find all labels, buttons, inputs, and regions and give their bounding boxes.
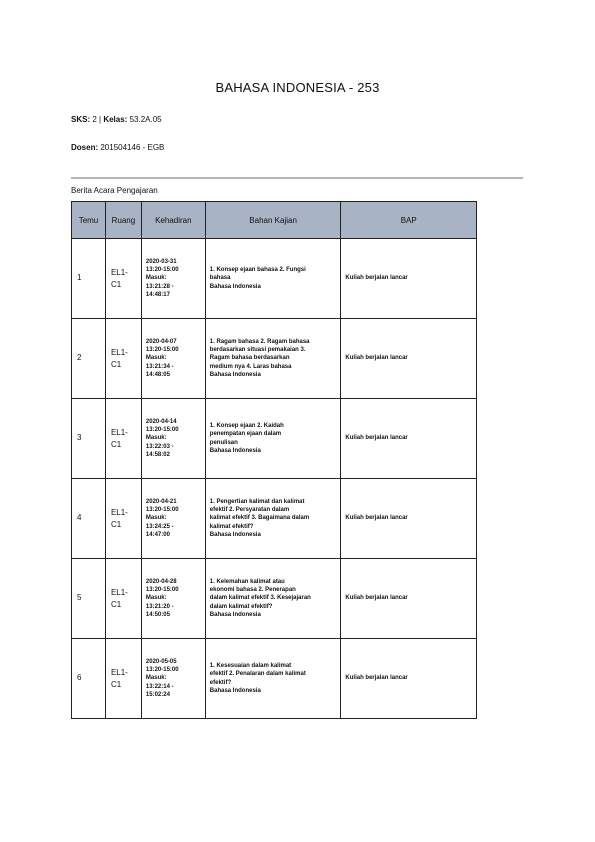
cell-bap: Kuliah berjalan lancar [341,399,477,479]
section-title: Berita Acara Pengajaran [71,186,158,195]
cell-kehadiran [141,639,205,719]
kelas-value: 53.2A.05 [127,115,162,124]
cell-temu: 1 [72,239,106,319]
cell-temu: 6 [72,639,106,719]
kehadiran-line: Masuk: [145,515,167,522]
cell-temu: 5 [72,559,106,639]
kehadiran-line: 13:20-15:00 [145,267,179,274]
bahan-kajian-line: efektif? [209,679,232,686]
table-row [72,639,477,719]
bahan-kajian-line: 1. Ragam bahasa 2. Ragam bahasa [209,339,310,346]
cell-ruang: EL1-C1 [105,479,141,559]
kehadiran-line: 14:47:00 [145,531,170,538]
cell-kehadiran [141,479,205,559]
dosen-value: 201504146 - EGB [98,143,165,152]
bahan-kajian-line: 1. Kelemahan kalimat atau [209,579,285,586]
kehadiran-line: 13:20-15:00 [145,507,179,514]
kehadiran-line: 13:22:03 - [145,443,174,450]
kehadiran-line: 2020-04-28 [145,579,177,586]
cell-bap: Kuliah berjalan lancar [341,239,477,319]
cell-ruang: EL1-C1 [105,399,141,479]
cell-bap: Kuliah berjalan lancar [341,319,477,399]
bahan-kajian-line: kalimat efektif 3. Bagaimana dalam [209,515,310,522]
kehadiran-line: 13:21:28 - [145,283,174,290]
bahan-kajian-line: efektif 2. Penalaran dalam kalimat [209,671,306,678]
kehadiran-line: Masuk: [145,275,167,282]
bahan-kajian-line: Bahasa Indonesia [209,371,261,378]
kehadiran-line: 13:21:20 - [145,603,174,610]
kehadiran-line: 14:50:05 [145,611,170,618]
kehadiran-line: 14:48:17 [145,291,170,298]
kehadiran-line: 13:24:25 - [145,523,174,530]
bahan-kajian-line: dalam kalimat efektif? [209,603,273,610]
bahan-kajian-line: Bahasa Indonesia [209,611,261,618]
kehadiran-line: 13:22:14 - [145,683,174,690]
kehadiran-line: 13:21:34 - [145,363,174,370]
bahan-kajian-line: ekonomi bahasa 2. Penerapan [209,587,296,594]
table-header-row [72,202,477,239]
divider [71,177,523,179]
bahan-kajian-line: penempatan ejaan dalam [209,431,282,438]
kehadiran-line: Masuk: [145,355,167,362]
cell-bahan-kajian [205,319,341,399]
bahan-kajian-line: Bahasa Indonesia [209,531,261,538]
bahan-kajian-line: dalam kalimat efektif 3. Kesejajaran [209,595,311,602]
table-row [72,559,477,639]
cell-bahan-kajian [205,559,341,639]
kehadiran-line: 13:20-15:00 [145,347,179,354]
kehadiran-line: 13:20-15:00 [145,427,179,434]
kehadiran-line: 14:58:02 [145,451,170,458]
table-row [72,239,477,319]
bahan-kajian-line: penulisan [209,439,238,446]
kehadiran-line: 15:02:24 [145,691,170,698]
bahan-kajian-line: Bahasa Indonesia [209,283,261,290]
bahan-kajian-line: kalimat efektif? [209,523,254,530]
cell-bahan-kajian [205,479,341,559]
bahan-kajian-line: 1. Pengertian kalimat dan kalimat [209,499,305,506]
bahan-kajian-line: 1. Kesesuaian dalam kalimat [209,663,292,670]
col-header-bap: BAP [341,202,477,239]
kehadiran-line: 2020-04-07 [145,339,177,346]
cell-kehadiran [141,239,205,319]
cell-kehadiran [141,559,205,639]
page-title: BAHASA INDONESIA - 253 [215,80,380,95]
bahan-kajian-line: Bahasa Indonesia [209,447,261,454]
table-row [72,319,477,399]
cell-bap: Kuliah berjalan lancar [341,559,477,639]
sks-label: SKS: [71,115,91,124]
cell-bahan-kajian [205,639,341,719]
bahan-kajian-line: Bahasa Indonesia [209,687,261,694]
col-header-temu: Temu [72,202,106,239]
bahan-kajian-line: 1. Konsep ejaan 2. Kaidah [209,423,284,430]
cell-bahan-kajian [205,399,341,479]
course-info [71,115,162,124]
cell-bap: Kuliah berjalan lancar [341,639,477,719]
cell-kehadiran [141,399,205,479]
kehadiran-line: 13:20-15:00 [145,587,179,594]
cell-bap: Kuliah berjalan lancar [341,479,477,559]
bahan-kajian-line: efektif 2. Persyaratan dalam [209,507,290,514]
cell-ruang: EL1-C1 [105,639,141,719]
table-row [72,479,477,559]
kelas-label: Kelas: [103,115,128,124]
bahan-kajian-line: bahasa [209,275,231,282]
col-header-kehadiran: Kehadiran [141,202,205,239]
cell-ruang: EL1-C1 [105,239,141,319]
bahan-kajian-line: 1. Konsep ejaan bahasa 2. Fungsi [209,267,306,274]
cell-temu: 4 [72,479,106,559]
col-header-bahan-kajian: Bahan Kajian [205,202,341,239]
kehadiran-line: 14:48:05 [145,371,170,378]
bahan-kajian-line: Ragam bahasa berdasarkan [209,355,290,362]
cell-ruang: EL1-C1 [105,319,141,399]
kehadiran-line: 2020-04-14 [145,419,177,426]
kehadiran-line: Masuk: [145,675,167,682]
sks-value: 2 | [90,115,104,124]
kehadiran-line: 2020-05-05 [145,659,177,666]
teaching-record-table [71,201,477,719]
cell-bahan-kajian [205,239,341,319]
kehadiran-line: 2020-04-21 [145,499,177,506]
kehadiran-line: Masuk: [145,595,167,602]
lecturer-info [71,143,164,152]
bahan-kajian-line: medium nya 4. Laras bahasa [209,363,292,370]
dosen-label: Dosen: [71,143,99,152]
cell-kehadiran [141,319,205,399]
kehadiran-line: 2020-03-31 [145,259,177,266]
cell-temu: 3 [72,399,106,479]
cell-ruang: EL1-C1 [105,559,141,639]
table-row [72,399,477,479]
kehadiran-line: 13:20-15:00 [145,667,179,674]
cell-temu: 2 [72,319,106,399]
bahan-kajian-line: berdasarkan situasi pemakaian 3. [209,347,306,354]
kehadiran-line: Masuk: [145,435,167,442]
col-header-ruang: Ruang [105,202,141,239]
